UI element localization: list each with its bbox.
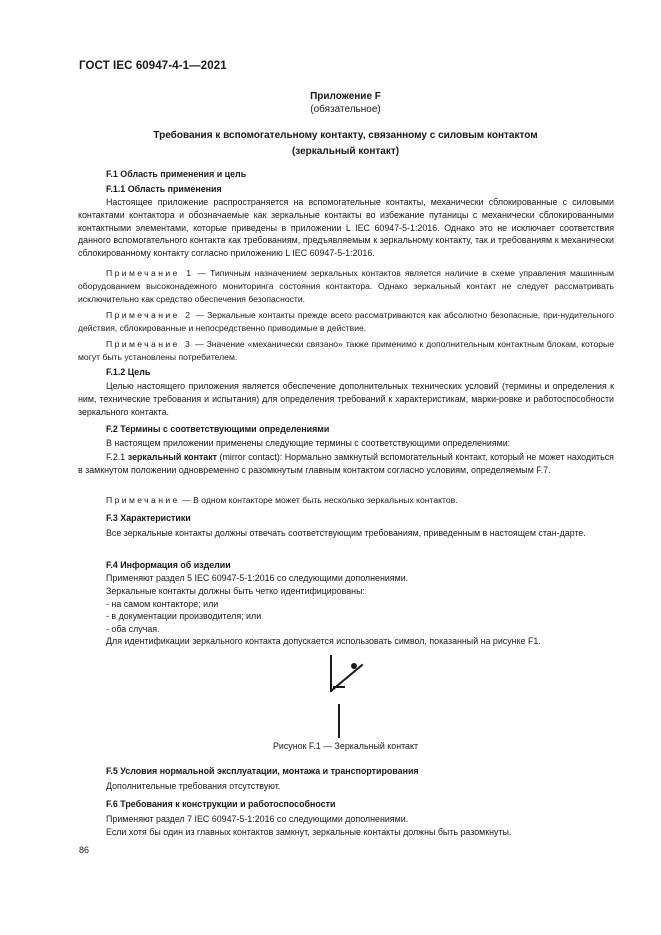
definition-number: F.2.1 <box>106 452 128 462</box>
note-4-text: — В одном контакторе может быть несколько зеркальных контактов. <box>179 495 458 505</box>
page-number: 86 <box>79 845 90 855</box>
mirror-contact-symbol <box>300 655 390 740</box>
note-2-text: — Зеркальные контакты прежде всего рассматриваются как абсолютно безопасные, при-нудительного действия, сблокированные и непосредственно приводимые в действие. <box>78 310 614 333</box>
note-3-text: — Значение «механически связано» также применимо к дополнительным контактным блокам, которые могут быть установлены потребителем. <box>78 339 614 362</box>
note-3-label: Примечание 3 <box>106 339 193 349</box>
section-f4-list-item-1: - на самом контакторе; или <box>106 599 219 609</box>
section-f2-heading: F.2 Термины с соответствующими определениями <box>106 424 330 434</box>
note-1-text: — Типичным назначением зеркальных контактов является наличие в схеме управления машинным оборудованием высоконадежного мониторинга состояния контактора. Однако зеркальный контакт не следует рассматривать исключительно как средство обеспечения безопасности. <box>78 268 614 304</box>
section-f3-paragraph: Все зеркальные контакты должны отвечать соответствующим требованиям, приведенным в настоящем стан-дарте. <box>106 528 586 538</box>
section-f2-paragraph: В настоящем приложении применены следующие термины с соответствующими определениями: <box>106 438 511 448</box>
symbol-mirror-dot <box>351 663 357 669</box>
note-1 <box>78 267 614 305</box>
note-4 <box>78 494 614 507</box>
section-f11-heading: F.1.1 Область применения <box>106 184 222 194</box>
definition-text: (mirror contact): Нормально замкнутый вспомогательный контакт, который не может находиться в замкнутом положении одновременно с разомкнутым главным контактом согласно условиям, определяемым F.7. <box>78 452 614 475</box>
appendix-heading-line2: (зеркальный контакт) <box>291 146 400 157</box>
note-2 <box>78 309 614 335</box>
definition-f21 <box>78 451 614 477</box>
appendix-subtitle: (обязательное) <box>310 104 381 115</box>
section-f4-line-2: Зеркальные контакты должны быть четко идентифицированы: <box>106 586 365 596</box>
appendix-heading <box>78 128 613 160</box>
figure-caption: Рисунок F.1 — Зеркальный контакт <box>272 741 419 751</box>
document-header: ГОСТ IEC 60947-4-1—2021 <box>79 60 227 72</box>
section-f6-line-2: Если хотя бы один из главных контактов замкнут, зеркальные контакты должны быть разомкнуты. <box>106 827 512 837</box>
section-f4-heading: F.4 Информация об изделии <box>106 560 231 570</box>
section-f4-line-6: Для идентификации зеркального контакта допускается использовать символ, показанный на рисунке F1. <box>106 636 541 646</box>
note-4-label: Примечание <box>106 495 180 505</box>
section-f6-line-1: Применяют раздел 7 IEC 60947-5-1:2016 со следующими дополнениями. <box>106 814 409 824</box>
section-f4-list-item-2: - в документации производителя; или <box>106 611 262 621</box>
section-f4-line-1: Применяют раздел 5 IEC 60947-5-1:2016 со следующими дополнениями. <box>106 573 409 583</box>
appendix-heading-line1: Требования к вспомогательному контакту, связанному с силовым контактом <box>153 130 538 141</box>
section-f12-paragraph: Целью настоящего приложения является обеспечение дополнительных технических условий (термины и определения к ним, технические требования и испытания) для определения требований к характеристикам, марки-ровке и работоспособности зеркального контакта. <box>78 381 614 417</box>
section-f5-paragraph: Дополнительные требования отсутствуют. <box>106 781 281 791</box>
appendix-title: Приложение F <box>310 91 381 102</box>
section-f3-heading: F.3 Характеристики <box>106 513 191 523</box>
note-1-label: Примечание 1 <box>106 268 194 278</box>
section-f11-paragraph: Настоящее приложение распространяется на вспомогательные контакты, механически сблокированные с силовыми контактами контактора и обозначаемые как зеркальные контакты во избежание путаницы с механически сблокированными контактными элементами, которые приведены в приложении L IEC 60947-5-1:2016. Однако это не исключает соответствия данного вспомогательного контакта как требованиям, предъявляемым к зеркальному контакту, так и требованиям к механически сблокированному контакту согласно приложению L IEC 60947-5-1:2016. <box>78 197 614 259</box>
definition-term: зеркальный контакт <box>127 452 218 462</box>
section-f4-list-item-3: - оба случая. <box>106 624 160 634</box>
section-f1-heading: F.1 Область применения и цель <box>106 169 247 179</box>
section-f6-heading: F.6 Требования к конструкции и работоспособности <box>106 799 336 809</box>
section-f5-heading: F.5 Условия нормальной эксплуатации, монтажа и транспортирования <box>106 766 419 776</box>
note-3 <box>78 338 614 364</box>
section-f12-heading: F.1.2 Цель <box>106 367 151 377</box>
note-2-label: Примечание 2 <box>106 310 193 320</box>
